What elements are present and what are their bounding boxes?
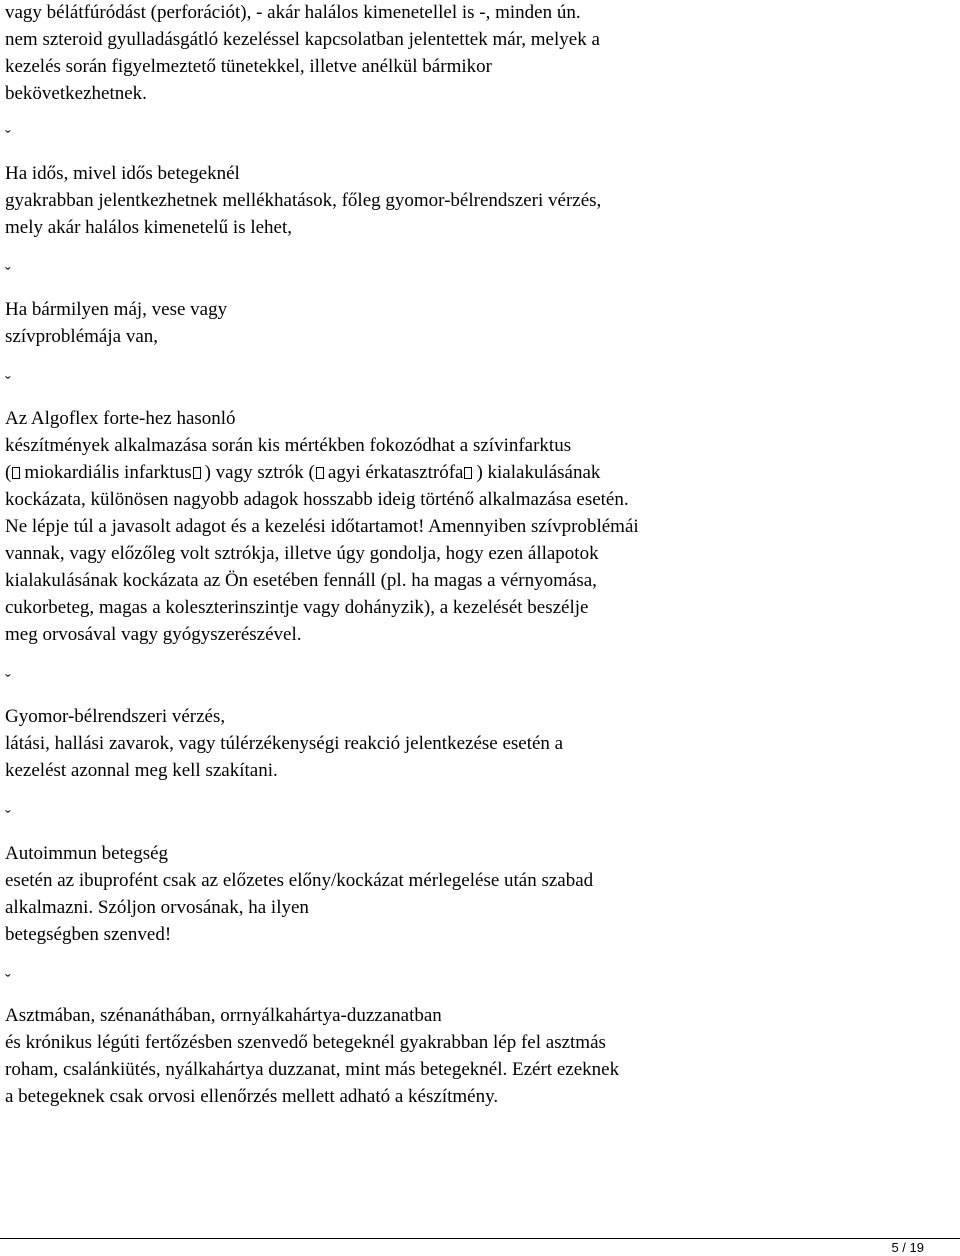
bullet-marker: ˇ — [5, 264, 11, 283]
bullet-marker: ˇ — [5, 971, 11, 990]
missing-glyph-box — [193, 467, 201, 479]
bullet-marker: ˇ — [5, 671, 11, 690]
section-line: kialakulásának kockázata az Ön esetében fennáll (pl. ha magas a vérnyomása, — [5, 570, 597, 591]
section-heading: Asztmában, szénanáthában, orrnyálkahártya-duzzanatban — [5, 1005, 442, 1026]
page-number: 5 / 19 — [891, 1240, 924, 1255]
missing-glyph-box — [12, 467, 20, 479]
section-line: vannak, vagy előzőleg volt sztrókja, illetve úgy gondolja, hogy ezen állapotok — [5, 543, 599, 564]
section-line: roham, csalánkiütés, nyálkahártya duzzanat, mint más betegeknél. Ezért ezeknek — [5, 1059, 620, 1080]
footer-divider — [0, 1238, 960, 1239]
section-line: kockázata, különösen nagyobb adagok hosszabb ideig történő alkalmazása esetén. — [5, 489, 629, 510]
section-line: betegségben szenved! — [5, 924, 172, 945]
section-heading: Ha idős, mivel idős betegeknél — [5, 163, 240, 184]
section-line: esetén az ibuprofént csak az előzetes előny/kockázat mérlegelése után szabad — [5, 870, 594, 891]
section-line: látási, hallási zavarok, vagy túlérzékenységi reakció jelentkezése esetén a — [5, 733, 564, 754]
section-line: és krónikus légúti fertőzésben szenvedő betegeknél gyakrabban lép fel asztmás — [5, 1032, 606, 1053]
intro-line: vagy bélátfúródást (perforációt), - akár halálos kimenetellel is -, minden ún. — [5, 2, 581, 23]
section-line: alkalmazni. Szóljon orvosának, ha ilyen — [5, 897, 309, 918]
section-line: meg orvosával vagy gyógyszerészével. — [5, 624, 302, 645]
section-heading: Gyomor-bélrendszeri vérzés, — [5, 706, 226, 727]
section-line: gyakrabban jelentkezhetnek mellékhatások, főleg gyomor-bélrendszeri vérzés, — [5, 190, 602, 211]
section-line: kezelést azonnal meg kell szakítani. — [5, 760, 278, 781]
intro-line: nem szteroid gyulladásgátló kezeléssel kapcsolatban jelentettek már, melyek a — [5, 29, 600, 50]
section-line: mely akár halálos kimenetelű is lehet, — [5, 217, 293, 238]
section-line: a betegeknek csak orvosi ellenőrzés mellett adható a készítmény. — [5, 1086, 499, 1107]
section-line: szívproblémája van, — [5, 326, 159, 347]
bullet-marker: ˇ — [5, 127, 11, 146]
section-heading: Az Algoflex forte-hez hasonló — [5, 408, 236, 429]
bullet-marker: ˇ — [5, 807, 11, 826]
bullet-marker: ˇ — [5, 373, 11, 392]
section-line: Ne lépje túl a javasolt adagot és a kezelési időtartamot! Amennyiben szívproblémái — [5, 516, 639, 537]
section-line: cukorbeteg, magas a koleszterinszintje vagy dohányzik), a kezelését beszélje — [5, 597, 589, 618]
missing-glyph-box — [464, 467, 472, 479]
missing-glyph-box — [316, 467, 324, 479]
section-line: készítmények alkalmazása során kis mértékben fokozódhat a szívinfarktus — [5, 435, 572, 456]
section-heading: Ha bármilyen máj, vese vagy — [5, 299, 228, 320]
section-line-with-boxes: ( miokardiális infarktus ) vagy sztrók ( agyi érkatasztrófa ) kialakulásának — [5, 462, 601, 483]
intro-line: kezelés során figyelmeztető tünetekkel, illetve anélkül bármikor — [5, 56, 492, 77]
intro-line: bekövetkezhetnek. — [5, 83, 147, 104]
section-heading: Autoimmun betegség — [5, 843, 169, 864]
